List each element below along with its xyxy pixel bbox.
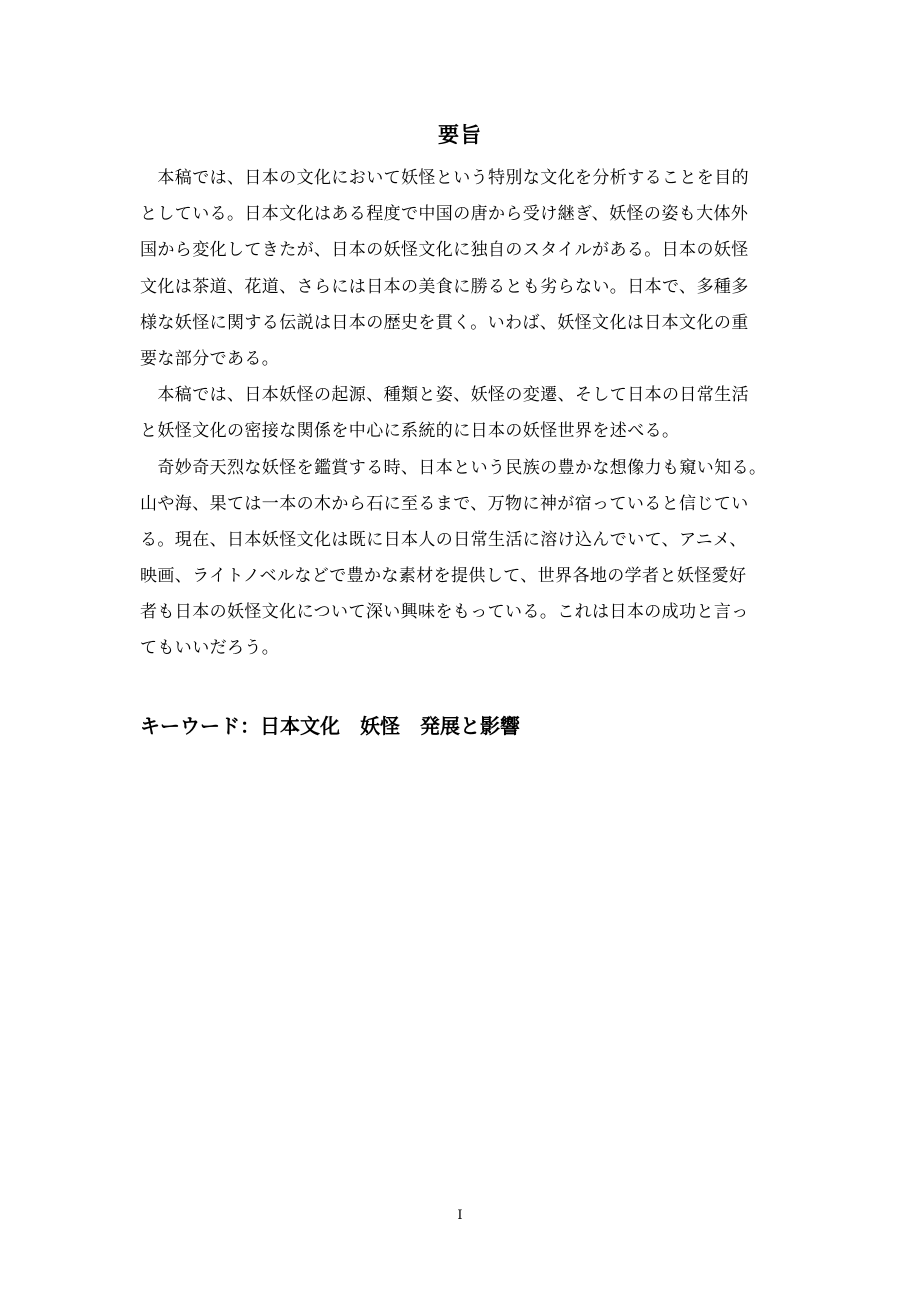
abstract-paragraph-1 [140,160,800,377]
abstract-paragraph-2 [140,377,800,449]
text-line: 要な部分である。 [140,348,280,369]
text-line: 本稿では、日本の文化において妖怪という特別な文化を分析することを目的 [140,168,749,188]
abstract-title: 要旨 [438,123,482,147]
text-line: 本稿では、日本妖怪の起源、種類と姿、妖怪の変遷、そして日本の日常生活 [140,385,749,406]
text-line: 者も日本の妖怪文化について深い興味をもっている。これは日本の成功と言っ [140,602,749,623]
text-line: る。現在、日本妖怪文化は既に日本人の日常生活に溶け込んでいて、アニメ、 [140,529,747,550]
text-line: と妖怪文化の密接な関係を中心に系統的に日本の妖怪世界を述べる。 [140,421,680,442]
text-line: てもいいだろう。 [140,638,280,659]
page-number: I [457,1208,463,1223]
text-line: 国から変化してきたが、日本の妖怪文化に独自のスタイルがある。日本の妖怪 [140,240,749,261]
text-line: としている。日本文化はある程度で中国の唐から受け継ぎ、妖怪の姿も大体外 [140,204,749,225]
text-line: 様な妖怪に関する伝説は日本の歴史を貫く。いわば、妖怪文化は日本文化の重 [140,312,749,333]
keywords-line: キーウード：日本文化 妖怪 発展と影響 [140,714,520,738]
text-line: 文化は茶道、花道、さらには日本の美食に勝るとも劣らない。日本で、多種多 [140,276,749,297]
abstract-body [140,160,800,667]
text-line: 映画、ライトノベルなどで豊かな素材を提供して、世界各地の学者と妖怪愛好 [140,566,747,587]
text-line: 奇妙奇天烈な妖怪を鑑賞する時、日本という民族の豊かな想像力も窺い知る。 [140,457,767,478]
text-line: 山や海、果ては一本の木から石に至るまで、万物に神が宿っていると信じてい [140,493,749,514]
abstract-paragraph-3 [140,450,800,667]
